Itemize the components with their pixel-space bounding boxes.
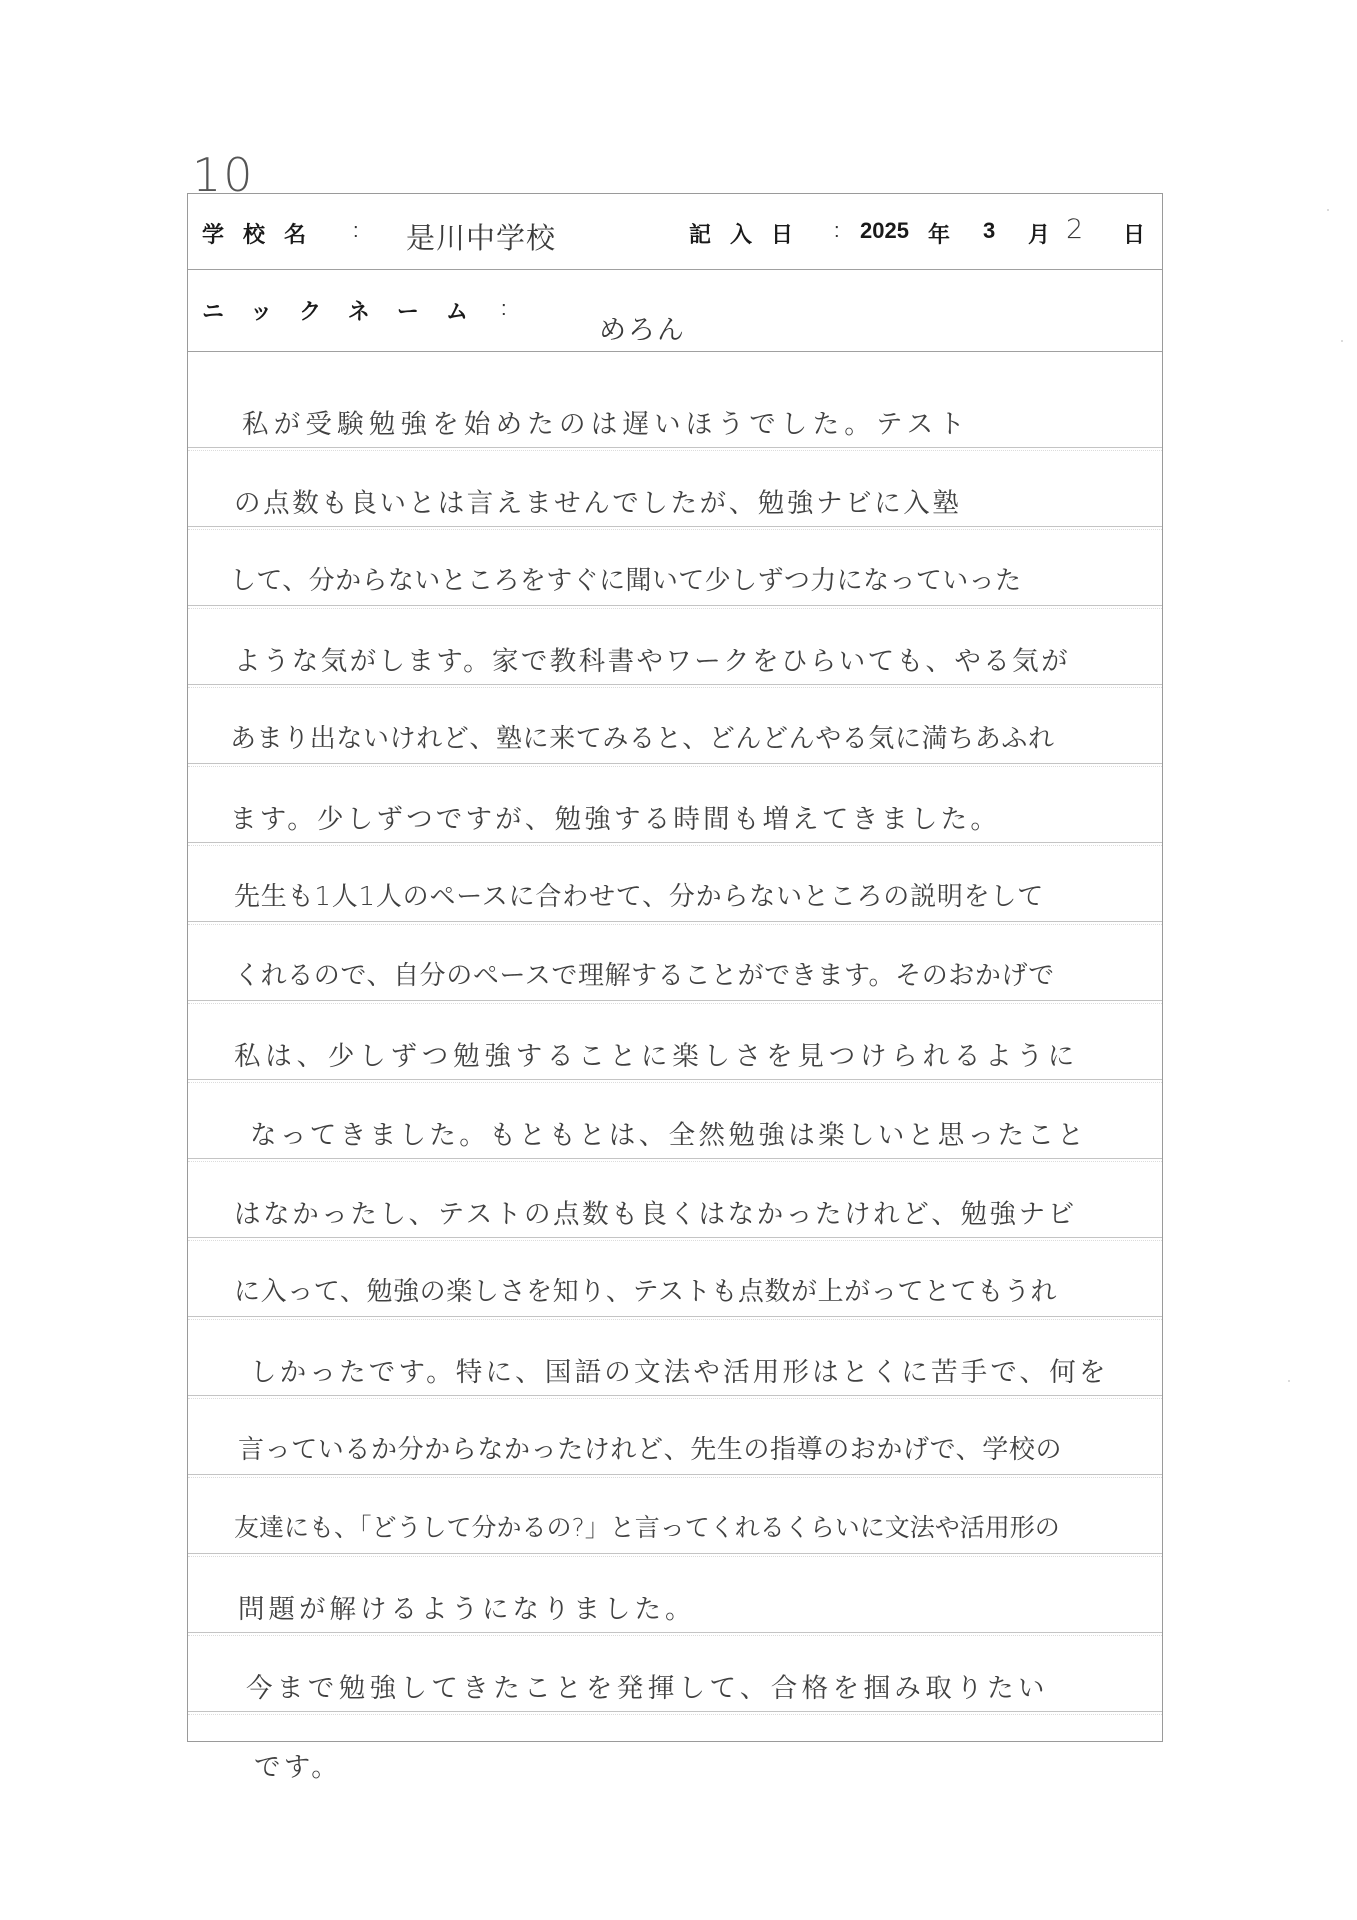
- date-label: 記入日: [689, 222, 813, 247]
- essay-line: はなかったし、テストの点数も良くはなかったけれど、勉強ナビ: [234, 1199, 1077, 1230]
- essay-line: あまり出ないけれど、塾に来てみると、どんどんやる気に満ちあふれ: [230, 724, 1055, 754]
- essay-line: です。: [254, 1752, 341, 1783]
- essay-line: しかったです。特に、国語の文法や活用形はとくに苦手で、何を: [250, 1357, 1109, 1388]
- header-row-nickname: [188, 270, 1162, 352]
- nickname-colon: :: [501, 298, 507, 320]
- essay-line: 私が受験勉強を始めたのは遅いほうでした。テスト: [242, 409, 971, 440]
- date-colon: :: [834, 220, 840, 242]
- date-month: 3: [983, 218, 996, 243]
- essay-line: 問題が解けるようになりました。: [238, 1594, 696, 1625]
- scan-speck: [1341, 340, 1343, 342]
- nickname-label: ニックネーム: [202, 299, 495, 324]
- essay-sheet: [187, 193, 1163, 1783]
- ruled-line: [188, 1711, 1162, 1712]
- ruled-line: [188, 1158, 1162, 1159]
- page-number: 10: [192, 148, 255, 202]
- date-month-unit: 月: [1028, 222, 1051, 247]
- school-label: 学校名: [202, 222, 326, 247]
- date-year: 2025: [860, 218, 909, 243]
- ruled-line: [188, 605, 1162, 606]
- nickname-value: めろん: [599, 315, 686, 346]
- ruled-line: [188, 763, 1162, 764]
- essay-line: ます。少しずつですが、勉強する時間も増えてきました。: [230, 804, 1001, 835]
- ruled-line: [188, 447, 1162, 448]
- school-colon: :: [353, 220, 359, 242]
- ruled-line: [188, 1316, 1162, 1317]
- ruled-line: [188, 1553, 1162, 1554]
- scan-speck: [1327, 209, 1329, 211]
- essay-line: なってきました。もともとは、全然勉強は楽しいと思ったこと: [250, 1120, 1088, 1151]
- ruled-line: [188, 1079, 1162, 1080]
- essay-line: 今まで勉強してきたことを発揮して、合格を掴み取りたい: [246, 1673, 1049, 1704]
- ruled-line: [188, 684, 1162, 685]
- ruled-line: [188, 1000, 1162, 1001]
- ruled-line: [188, 1632, 1162, 1633]
- date-year-unit: 年: [928, 222, 951, 247]
- ruled-line: [188, 1237, 1162, 1238]
- essay-line: の点数も良いとは言えませんでしたが、勉強ナビに入塾: [234, 488, 962, 519]
- ruled-line: [188, 526, 1162, 527]
- scan-speck: [1288, 1380, 1290, 1382]
- header-row-school-date: [188, 194, 1162, 270]
- essay-line: して、分からないところをすぐに聞いて少しずつ力になっていった: [230, 566, 1022, 596]
- ruled-line: [188, 921, 1162, 922]
- essay-line: 友達にも、「どうして分かるの?」と言ってくれるくらいに文法や活用形の: [234, 1513, 1060, 1542]
- essay-line: ような気がします。家で教科書やワークをひらいても、やる気が: [234, 646, 1070, 677]
- ruled-line: [188, 1474, 1162, 1475]
- essay-line: に入って、勉強の楽しさを知り、テストも点数が上がってとてもうれ: [234, 1277, 1058, 1307]
- ruled-line: [188, 1395, 1162, 1396]
- date-day-unit: 日: [1123, 222, 1146, 247]
- essay-line: くれるので、自分のペースで理解することができます。そのおかげで: [234, 961, 1055, 991]
- essay-line: 先生も1人1人のペースに合わせて、分からないところの説明をして: [234, 882, 1045, 912]
- ruled-line: [188, 842, 1162, 843]
- date-day: 2: [1066, 214, 1084, 245]
- essay-line: 言っているか分からなかったけれど、先生の指導のおかげで、学校の: [238, 1435, 1063, 1465]
- school-value: 是川中学校: [406, 221, 557, 255]
- essay-line: 私は、少しずつ勉強することに楽しさを見つけられるように: [234, 1041, 1080, 1072]
